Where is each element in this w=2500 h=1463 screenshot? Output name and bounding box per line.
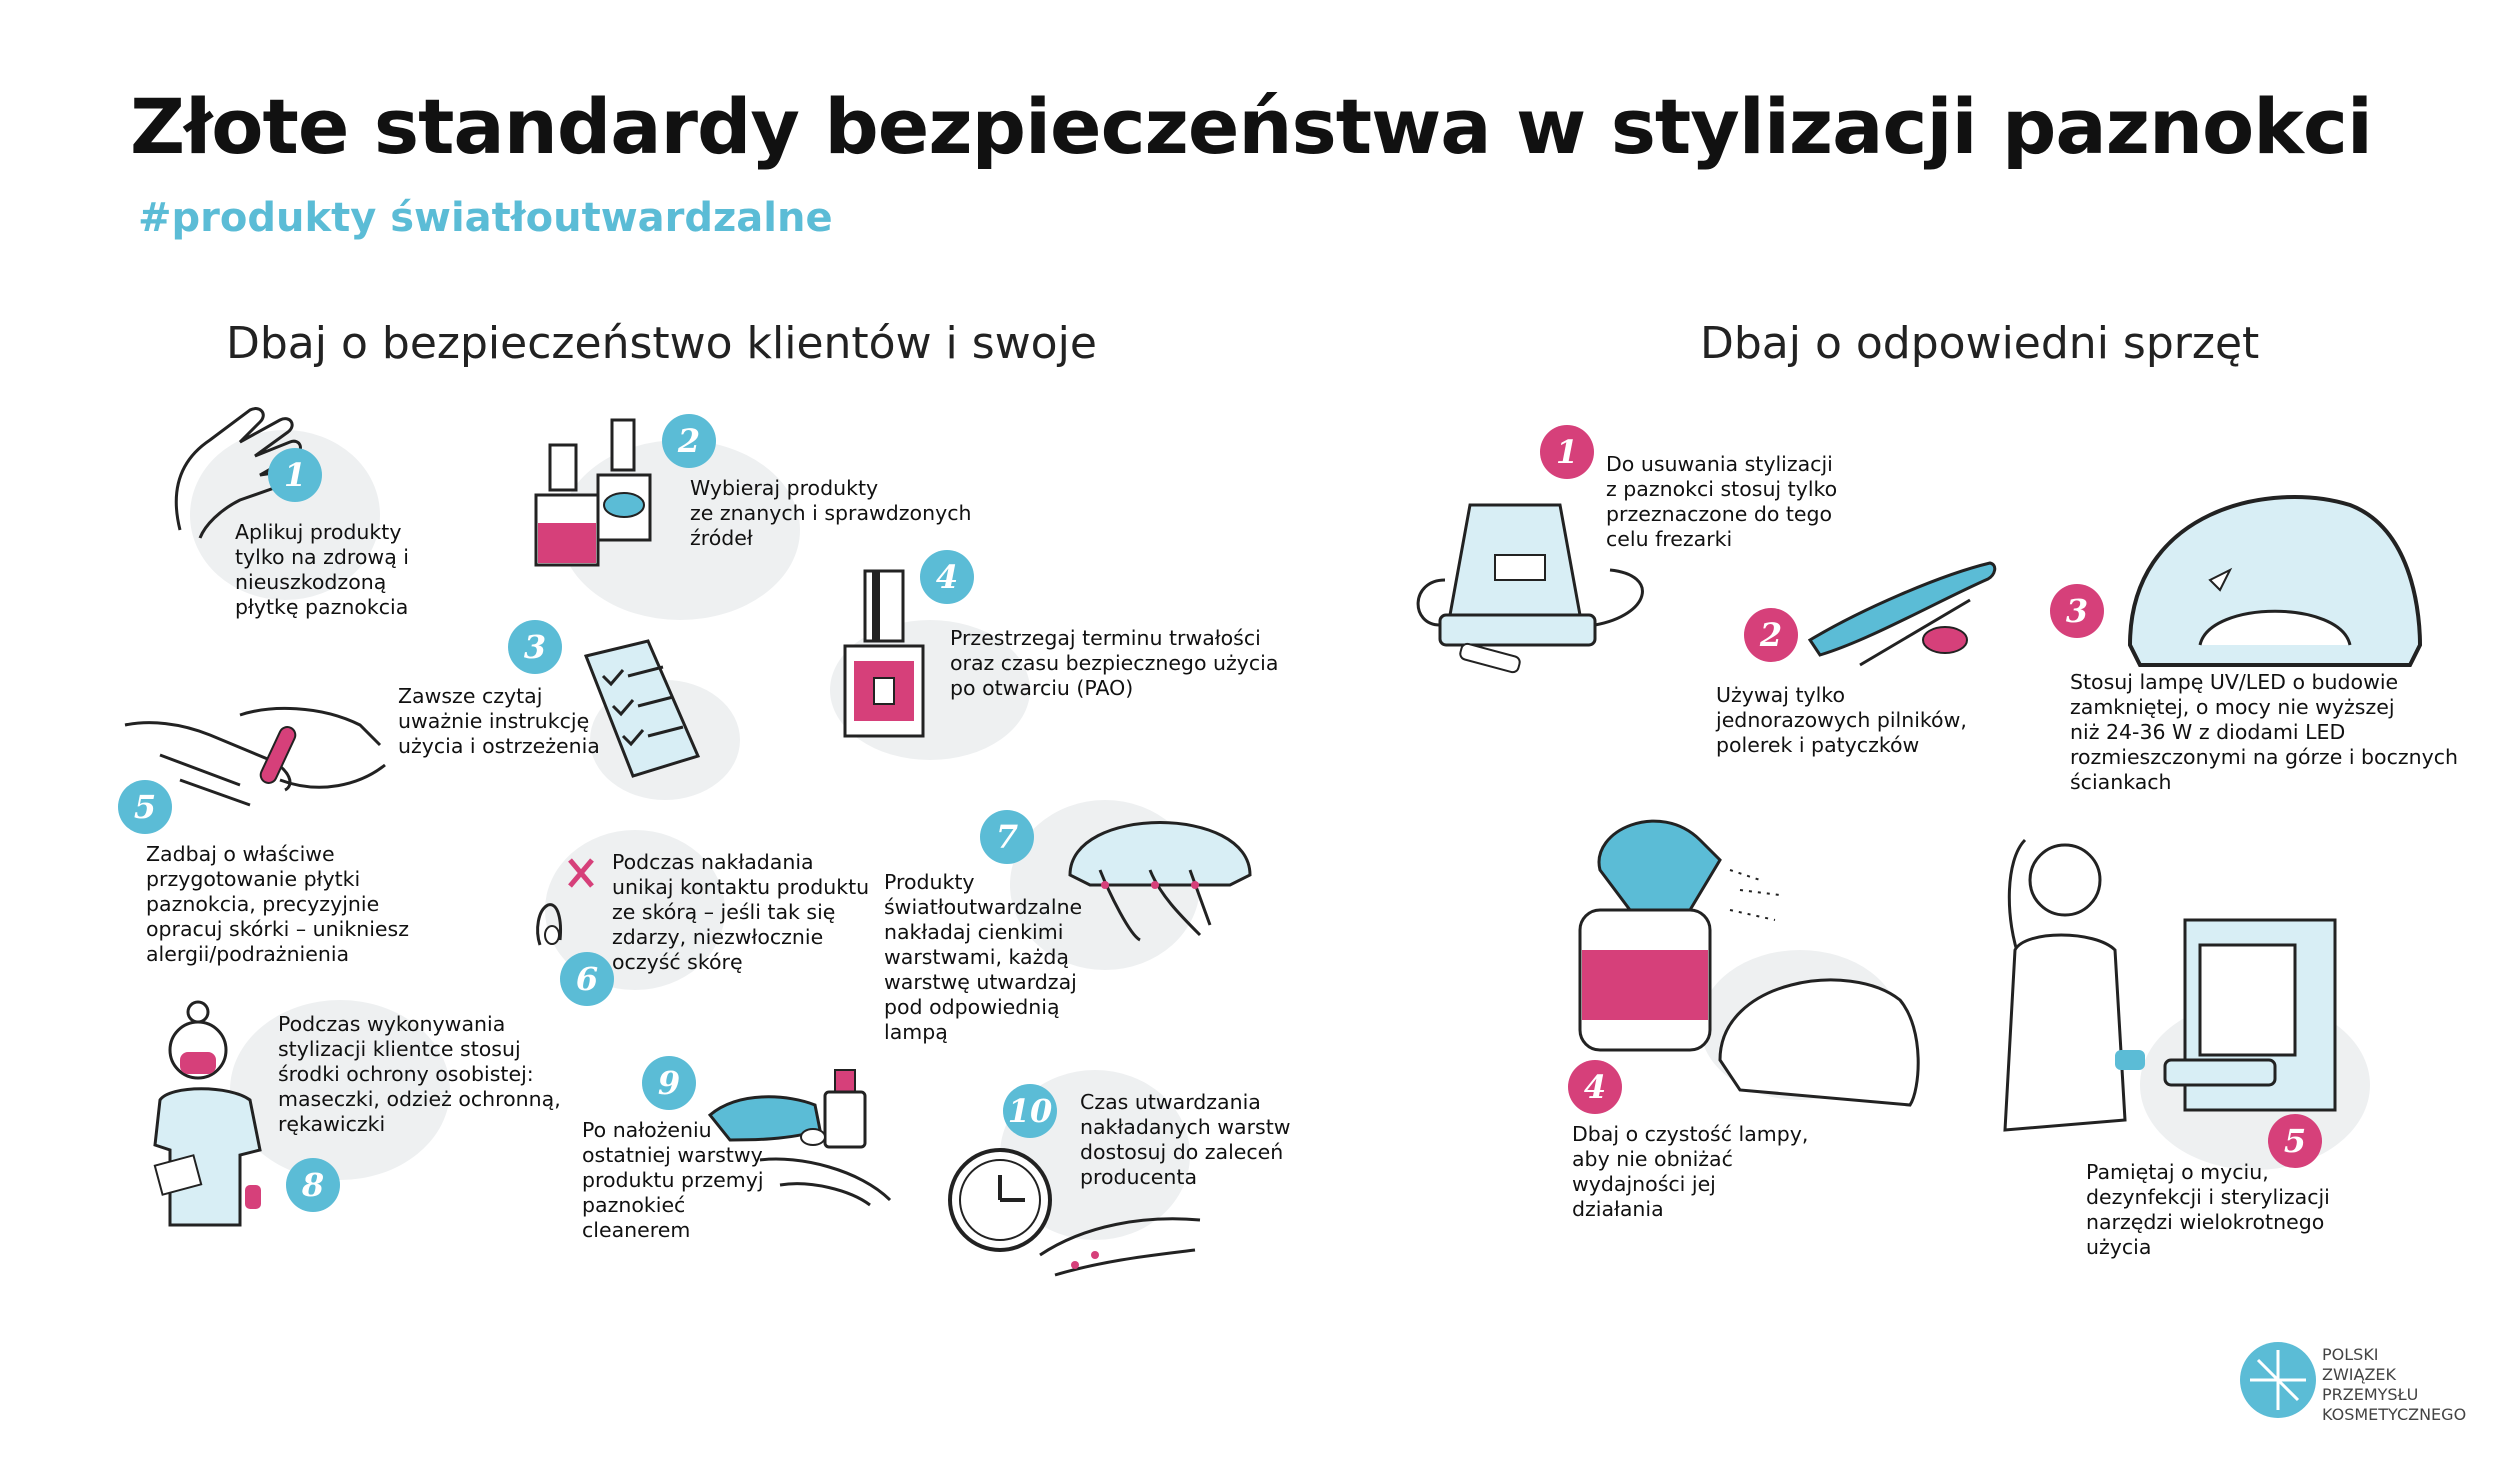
left-item-8-number: 8 <box>286 1158 340 1212</box>
left-item-1-number: 1 <box>268 448 322 502</box>
right-item-1-text: Do usuwania stylizacji z paznokci stosuj tylko przeznaczone do tego celu frezarki <box>1606 452 1838 551</box>
page-title: Złote standardy bezpieczeństwa w stylizacji paznokci <box>130 82 2372 171</box>
nail-file-buffer-icon <box>1800 555 2000 665</box>
left-item-2-number: 2 <box>662 414 716 468</box>
left-item-3-number: 3 <box>508 620 562 674</box>
left-item-3-text: Zawsze czytaj uważnie instrukcję użycia i ostrzeżenia <box>398 684 600 758</box>
left-item-1-text: Aplikuj produkty tylko na zdrową i nieuszkodzoną płytkę paznokcia <box>235 520 409 619</box>
right-item-2-number: 2 <box>1744 608 1798 662</box>
sterilizer-stylist-icon <box>1985 820 2345 1140</box>
left-item-10-text: Czas utwardzania nakładanych warstw dostosuj do zaleceń producenta <box>1080 1090 1291 1189</box>
right-item-5-number: 5 <box>2268 1114 2322 1168</box>
right-item-4-text: Dbaj o czystość lampy, aby nie obniżać wydajności jej działania <box>1572 1122 1809 1221</box>
left-item-9-text: Po nałożeniu ostatniej warstwy produktu przemyj paznokieć cleanerem <box>582 1118 764 1242</box>
nail-polish-bottles-icon <box>528 405 668 585</box>
nail-polish-pao-icon <box>840 566 930 746</box>
right-item-3-number: 3 <box>2050 584 2104 638</box>
left-item-5-number: 5 <box>118 780 172 834</box>
right-item-1-number: 1 <box>1540 425 1594 479</box>
left-item-7-text: Produkty światłoutwardzalne nakładaj cienkimi warstwami, każdą warstwę utwardzaj pod odpowiednią lampą <box>884 870 1083 1044</box>
right-section-heading: Dbaj o odpowiedni sprzęt <box>1700 318 2260 369</box>
finger-cross-icon <box>530 850 600 950</box>
left-item-7-number: 7 <box>980 810 1034 864</box>
right-item-4-number: 4 <box>1568 1060 1622 1114</box>
pzpk-logo-icon <box>2238 1340 2318 1420</box>
left-item-6-text: Podczas nakładania unikaj kontaktu produktu ze skórą – jeśli tak się zdarzy, niezwłocznie oczyść skórę <box>612 850 870 974</box>
right-item-3-text: Stosuj lampę UV/LED o budowie zamkniętej, o mocy nie wyższej niż 24-36 W z diodami LED rozmieszczonymi na górze i bocznych ściankach <box>2070 670 2459 794</box>
left-item-5-text: Zadbaj o właściwe przygotowanie płytki paznokcia, precyzyjnie opracuj skórki – unikniesz alergii/podrażnienia <box>146 842 409 966</box>
left-item-6-number: 6 <box>560 952 614 1006</box>
logo-text: POLSKI ZWIĄZEK PRZEMYSŁU KOSMETYCZNEGO <box>2322 1345 2467 1424</box>
uv-lamp-hands-icon <box>1060 775 1260 945</box>
right-item-2-text: Używaj tylko jednorazowych pilników, polerek i patyczków <box>1716 683 1967 757</box>
spray-lamp-cleaning-icon <box>1570 800 1940 1140</box>
left-item-8-text: Podczas wykonywania stylizacji klientce stosuj środki ochrony osobistej: maseczki, odzież ochronną, rękawiczki <box>278 1012 561 1136</box>
left-item-2-text: Wybieraj produkty ze znanych i sprawdzonych źródeł <box>690 476 972 550</box>
stylist-with-mask-icon <box>150 1000 290 1230</box>
uv-led-lamp-icon <box>2120 470 2430 680</box>
left-item-10-number: 10 <box>1003 1084 1057 1138</box>
hashtag: #produkty światłoutwardzalne <box>138 195 833 241</box>
left-item-4-text: Przestrzegaj terminu trwałości oraz czasu bezpiecznego użycia po otwarciu (PAO) <box>950 626 1279 700</box>
left-item-9-number: 9 <box>642 1056 696 1110</box>
left-section-heading: Dbaj o bezpieczeństwo klientów i swoje <box>226 318 1097 369</box>
left-item-4-number: 4 <box>920 550 974 604</box>
right-item-5-text: Pamiętaj o myciu, dezynfekcji i sterylizacji narzędzi wielokrotnego użycia <box>2086 1160 2330 1259</box>
